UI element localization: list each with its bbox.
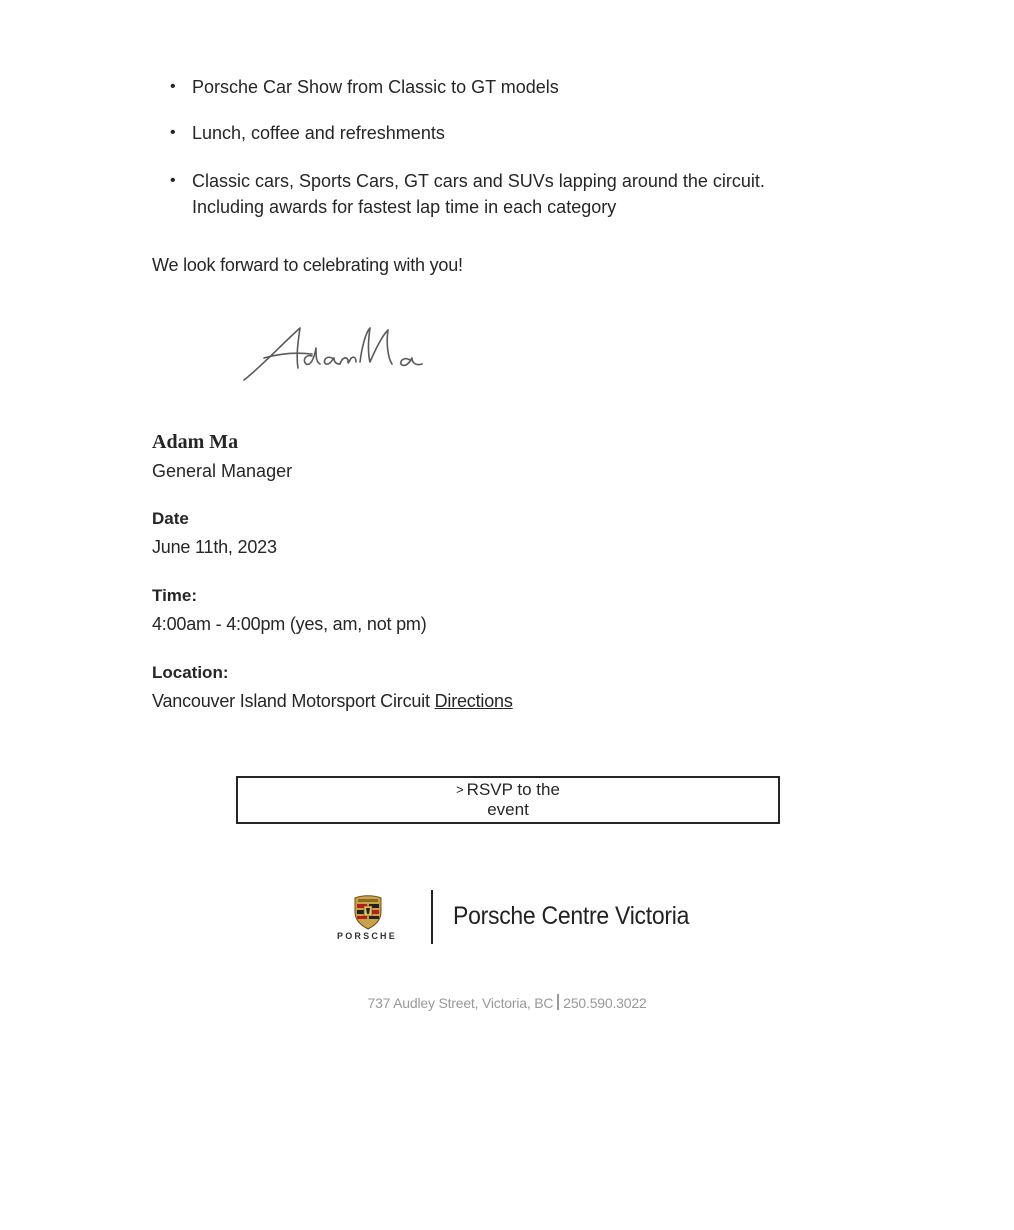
- rsvp-button[interactable]: [236, 776, 780, 824]
- location-value: Vancouver Island Motorsport Circuit: [152, 691, 430, 711]
- list-item-text-line-2: Including awards for fastest lap time in each category: [192, 197, 617, 217]
- footer-address: 737 Audley Street, Victoria, BC: [367, 995, 554, 1011]
- footer-contact: [0, 994, 1014, 1011]
- directions-link[interactable]: Directions: [434, 691, 513, 711]
- time-value: 4:00am - 4:00pm (yes, am, not pm): [152, 614, 427, 634]
- porsche-wordmark: PORSCHE: [337, 931, 397, 941]
- list-item-text: Lunch, coffee and refreshments: [192, 123, 445, 143]
- list-item-text: Porsche Car Show from Classic to GT models: [192, 77, 559, 97]
- footer-divider: [557, 994, 559, 1010]
- list-item: [170, 74, 850, 100]
- rsvp-line-2: event: [487, 800, 529, 819]
- closing-line: We look forward to celebrating with you!: [152, 255, 463, 275]
- bullet-icon: •: [170, 124, 176, 141]
- list-item-text-line-1: Classic cars, Sports Cars, GT cars and SUVs lapping around the circuit.: [192, 171, 765, 191]
- signer-title: General Manager: [152, 461, 293, 481]
- list-item: [170, 120, 850, 146]
- chevron-right-icon: >: [456, 782, 464, 797]
- dealer-logo: [322, 890, 702, 950]
- rsvp-line-1: RSVP to the: [466, 780, 560, 799]
- rsvp-button-label: [443, 780, 573, 820]
- signer-name: Adam Ma: [152, 431, 239, 453]
- footer-phone: 250.590.3022: [563, 995, 647, 1011]
- time-label: Time:: [152, 586, 198, 605]
- location-value-row: [152, 689, 513, 713]
- dealer-name: Porsche Centre Victoria: [453, 902, 690, 930]
- porsche-crest-icon: [352, 894, 384, 930]
- bullet-icon: •: [170, 172, 176, 189]
- signature-text: Adam Ma: [442, 369, 511, 386]
- date-label: Date: [152, 509, 189, 528]
- logo-divider: [431, 890, 433, 944]
- event-highlights-list: [170, 74, 850, 240]
- signature-image: [242, 322, 511, 388]
- bullet-icon: •: [170, 78, 176, 95]
- date-value: June 11th, 2023: [152, 537, 277, 557]
- location-label: Location:: [152, 663, 229, 682]
- list-item: [170, 168, 850, 220]
